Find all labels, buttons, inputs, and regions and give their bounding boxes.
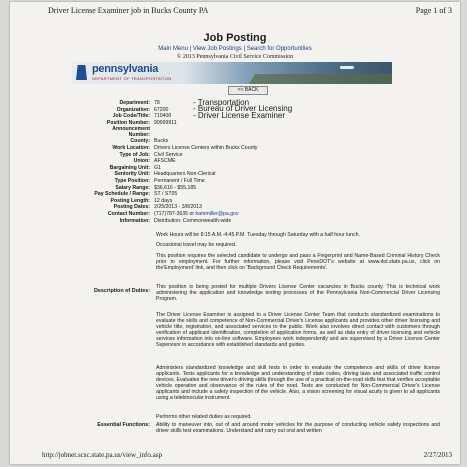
- field-bargaining-unit: Bargaining Unit: G1: [109, 164, 161, 171]
- description-paragraph: Work Hours will be 8:15 A.M.-4:45 P.M. Tuesday through Saturday with a half hour lunch.: [156, 232, 360, 238]
- airplane-image: [340, 66, 354, 69]
- field-posting-length: Posting Length: 12 days: [110, 197, 173, 204]
- description-paragraph: The Driver License Examiner is assigned to a Driver License Center Team that conducts standardized examinations to evaluate the skills and competence of Non-Commercial Driver's License applicants and provides other driver licensing and vehicle title, registration, and associated services to the public. Work also involves direct contact with customers through verification of applicant identification, completion of application forms, as well as data entry of driver licensing and vehicle services information into on-line software. Employees work independently and are supervised by a Driver License Center Supervisor in accordance with established standards and guides.: [156, 312, 440, 349]
- copyright-text: © 2013 Pennsylvania Civil Service Commission: [176, 53, 294, 60]
- description-section: [40, 232, 440, 442]
- field-information: Information: Distribution: Commonwealth-wide: [119, 217, 232, 224]
- contact-email-link[interactable]: kammiller@pa.gov: [195, 210, 239, 217]
- nav-bar: [10, 46, 460, 61]
- field-department: Department: 78 - Transportation: [119, 97, 250, 107]
- essential-functions-label: Essential Functions:: [97, 422, 150, 428]
- print-footer-date: 2/27/2013: [423, 451, 452, 459]
- field-pay-schedule: Pay Schedule / Range: ST / ST05: [94, 191, 178, 198]
- field-organization: Organization: 67200 - Bureau of Driver Licensing: [116, 104, 293, 114]
- view-job-postings-link[interactable]: View Job Postings: [192, 46, 242, 52]
- main-menu-link[interactable]: Main Menu: [158, 46, 188, 52]
- field-county: County: Bucks: [130, 138, 169, 145]
- nav-separator: |: [189, 46, 192, 52]
- field-seniority-unit: Seniority Unit: Headquarters Non-Clerical: [114, 171, 216, 178]
- field-work-location: Work Location: Drivers License Centers within Bucks County: [112, 144, 258, 151]
- field-job-code: Job Code/Title: 710400 - Driver License Examiner: [112, 110, 286, 120]
- printed-page: [10, 2, 460, 464]
- essential-functions-text: Ability to maneuver into, out of and around motor vehicles for the purpose of conducting vehicle safety inspections and driver skills test examinations. Understand and carry out oral and written: [156, 422, 440, 435]
- nav-separator: |: [243, 46, 246, 52]
- field-contact-number: Contact Number: (717)787-3635 or kammiller@pa.gov: [107, 210, 239, 217]
- print-footer-url: http://jobnet.scsc.state.pa.us/view_info.asp: [42, 451, 162, 459]
- field-announcement-number: Announcement Number:: [112, 126, 150, 139]
- description-paragraph: Performs other related duties as required.: [156, 414, 252, 420]
- contact-phone: (717)787-3635 or: [154, 210, 195, 217]
- banner-wordmark: pennsylvania: [92, 63, 159, 75]
- field-position-number: Position Number: 99999911: [106, 119, 177, 126]
- banner-department: DEPARTMENT OF TRANSPORTATION: [92, 76, 172, 81]
- essential-functions-section: [40, 422, 440, 442]
- page-title: Job Posting: [203, 32, 267, 44]
- description-label: Description of Duties:: [93, 288, 150, 294]
- back-button[interactable]: << BACK: [228, 86, 268, 95]
- field-type-of-job: Type of Job: Civil Service: [119, 151, 183, 158]
- field-type-position: Type Position: Permanent / Full Time: [114, 177, 205, 184]
- field-union: Union: AFSCME: [133, 158, 176, 165]
- print-header-page: Page 1 of 3: [415, 6, 452, 15]
- field-salary-range: Salary Range: $36,616 - $55,185: [115, 184, 197, 191]
- print-header-title: Driver License Examiner job in Bucks County PA: [48, 6, 209, 15]
- job-details: [40, 97, 440, 224]
- penndot-banner: [72, 62, 392, 84]
- keystone-logo-icon: [76, 65, 87, 80]
- description-paragraph: Administers standardized knowledge and skill tests in order to evaluate the competence and skills of driver license applicants. Tests applicants for a knowledge and understanding of state codes, driving laws and associated traffic control devices. Evaluates the new driver's driving skills through the use of a practical on-the-road skills test that verifies acceptable vehicle operation and observance of the rules of the road. Tests are conducted for Non-Commercial Driver's License applicants and include a safety inspection of the vehicle. Also, a vision screening for visual acuity is given to all applicants using a telebinocular instrument.: [156, 365, 440, 402]
- highway-image: [249, 74, 392, 84]
- search-opportunities-link[interactable]: Search for Opportunities: [246, 46, 312, 52]
- description-paragraph: This position requires the selected candidate to undergo and pass a Fingerprint and Name-Based Criminal History Check prior to employment. For further information, please visit PennDOT's website at www.dot.state.pa.us, click on the'Employment' link, and then click on 'Background Check Requirements'.: [156, 253, 440, 272]
- description-paragraph: This position is being posted for multiple Drivers License Center vacancies in Bucks county. This is technical work administering the application and knowledge testing processes of the Pennsylvania Non-Commercial Driver Licensing Program.: [156, 284, 440, 303]
- field-posting-dates: Posting Dates: 2/25/2013 - 3/8/2013: [113, 204, 202, 211]
- description-paragraph: Occasional travel may be required.: [156, 242, 237, 248]
